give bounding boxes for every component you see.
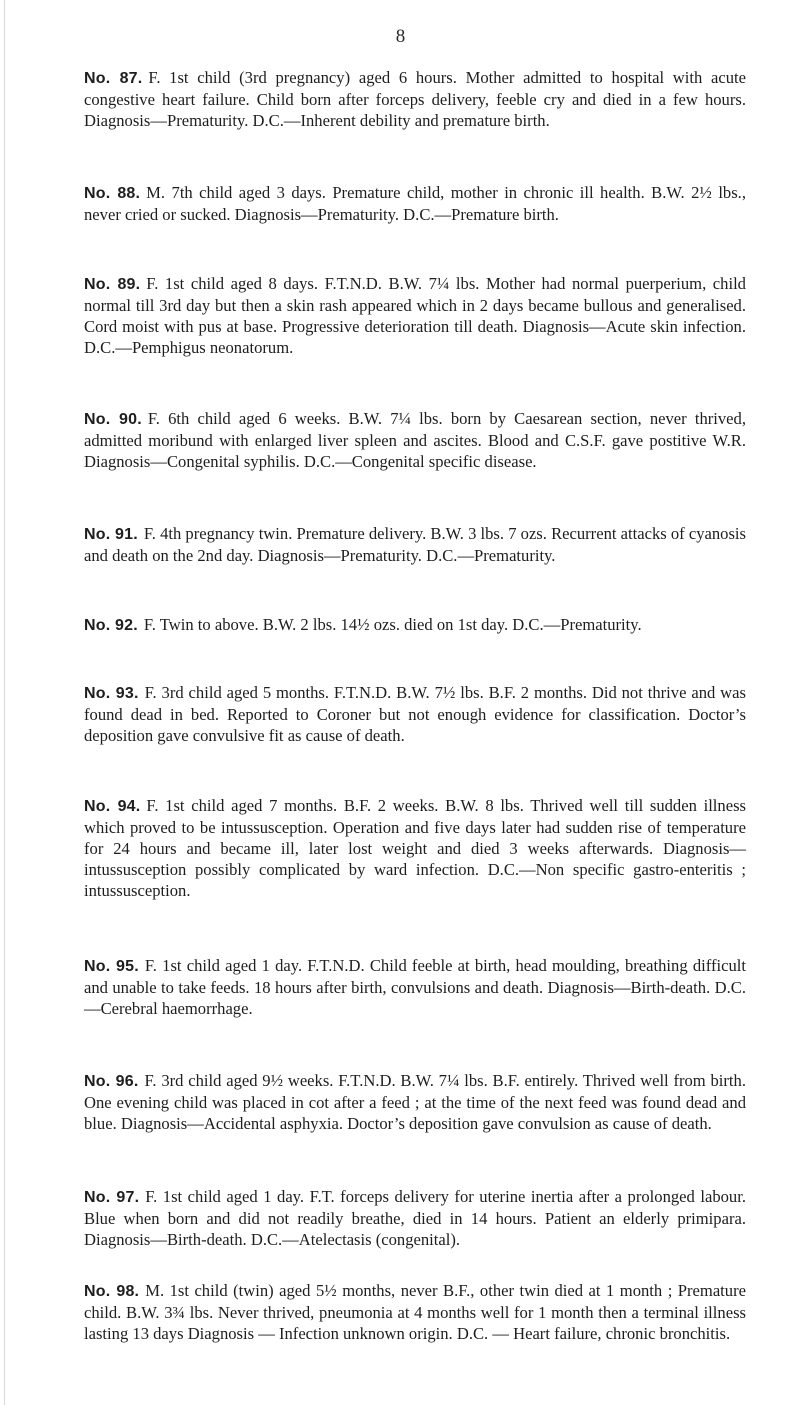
case-number: No. 95. [84, 958, 139, 975]
case-entry [84, 795, 746, 901]
case-entry [84, 1186, 746, 1250]
case-number: No. 91. [84, 526, 138, 543]
case-entry [84, 67, 746, 131]
case-number: No. 92. [84, 617, 138, 634]
case-entry [84, 955, 746, 1019]
case-text: F. 4th pregnancy twin. Premature delivery. B.W. 3 lbs. 7 ozs. Recurrent attacks of cyanosis and death on the 2nd day. Diagnosis—Prematurity. D.C.—Prematurity. [84, 524, 746, 565]
case-text: F. Twin to above. B.W. 2 lbs. 14½ ozs. died on 1st day. D.C.—Prematurity. [143, 615, 642, 634]
case-text: F. 1st child aged 8 days. F.T.N.D. B.W. 7¼ lbs. Mother had normal puerperium, child normal till 3rd day but then a skin rash appeared which in 2 days became bullous and generalised. Cord moist with pus at base. Progressive deterioration till death. Diagnosis—Acute skin infection. D.C.—Pemphigus neonatorum. [84, 274, 746, 357]
case-entry [84, 408, 746, 472]
case-number: No. 96. [84, 1073, 139, 1090]
case-text: M. 1st child (twin) aged 5½ months, never B.F., other twin died at 1 month ; Premature child. B.W. 3¾ lbs. Never thrived, pneumonia at 4 months well for 1 month then a terminal illness lasting 13 days Diagnosis — Infection unknown origin. D.C. — Heart failure, chronic bronchitis. [84, 1281, 746, 1343]
case-number: No. 97. [84, 1189, 140, 1206]
case-entry [84, 614, 746, 636]
case-text: F. 1st child aged 1 day. F.T.N.D. Child feeble at birth, head moulding, breathing difficult and unable to take feeds. 18 hours after birth, convulsions and death. Diagnosis—Birth-death. D.C.—Cerebral haemorrhage. [84, 956, 746, 1018]
case-number: No. 88. [84, 185, 141, 202]
case-entry [84, 182, 746, 225]
case-text: F. 6th child aged 6 weeks. B.W. 7¼ lbs. born by Caesarean section, never thrived, admitted moribund with enlarged liver spleen and ascites. Blood and C.S.F. gave postitive W.R. Diagnosis—Congenital syphilis. D.C.—Congenital specific disease. [84, 409, 746, 471]
page-number: 8 [395, 26, 406, 47]
case-text: F. 1st child aged 7 months. B.F. 2 weeks. B.W. 8 lbs. Thrived well till sudden illness which proved to be intussusception. Operation and five days later had sudden rise of temperature for 24 hours and became ill, later lost weight and died 3 weeks afterwards. Diagnosis—intussusception possibly complicated by ward infection. D.C.—Non specific gastro-enteritis ; intussusception. [84, 796, 746, 900]
case-number: No. 93. [84, 685, 139, 702]
case-entry [84, 1070, 746, 1134]
case-text: F. 1st child (3rd pregnancy) aged 6 hours. Mother admitted to hospital with acute congestive heart failure. Child born after forceps delivery, feeble cry and died in a few hours. Diagnosis—Prematurity. D.C.—Inherent debility and premature birth. [84, 68, 746, 130]
case-text: F. 3rd child aged 9½ weeks. F.T.N.D. B.W. 7¼ lbs. B.F. entirely. Thrived well from birth. One evening child was placed in cot after a feed ; at the time of the next feed was found dead and blue. Diagnosis—Accidental asphyxia. Doctor’s deposition gave convulsion as cause of death. [84, 1071, 746, 1133]
case-text: M. 7th child aged 3 days. Premature child, mother in chronic ill health. B.W. 2½ lbs., never cried or sucked. Diagnosis—Prematurity. D.C.—Premature birth. [84, 183, 746, 224]
case-number: No. 87. [84, 70, 143, 87]
case-entry [84, 273, 746, 358]
case-text: F. 1st child aged 1 day. F.T. forceps delivery for uterine inertia after a prolonged labour. Blue when born and did not readily breathe, died in 14 hours. Patient an elderly primipara. Diagnosis—Birth-death. D.C.—Atelectasis (congenital). [84, 1187, 746, 1249]
case-entry [84, 1280, 746, 1344]
case-number: No. 90. [84, 411, 142, 428]
page-edge-line [4, 0, 5, 1405]
case-number: No. 94. [84, 798, 141, 815]
case-text: F. 3rd child aged 5 months. F.T.N.D. B.W. 7½ lbs. B.F. 2 months. Did not thrive and was found dead in bed. Reported to Coroner but not enough evidence for classification. Doctor’s deposition gave convulsive fit as cause of death. [84, 683, 746, 745]
case-number: No. 89. [84, 276, 141, 293]
case-entry [84, 523, 746, 566]
case-number: No. 98. [84, 1283, 140, 1300]
case-entry [84, 682, 746, 746]
